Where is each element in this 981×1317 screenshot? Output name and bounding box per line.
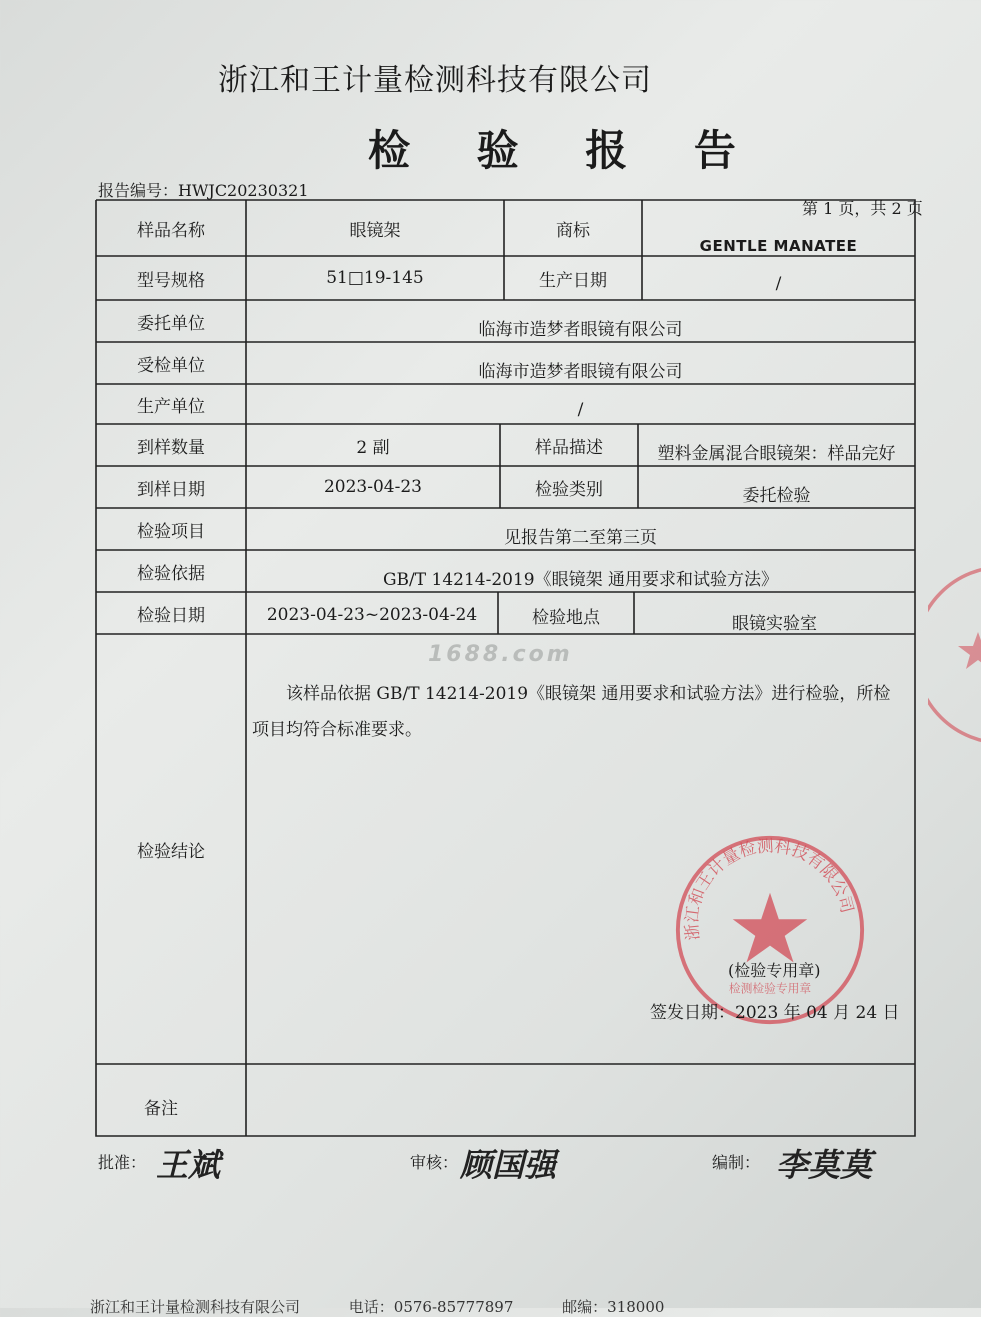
stamp-label: (检验专用章) xyxy=(728,961,821,980)
production-date-label: 生产日期 xyxy=(539,270,607,291)
inspection-date-label: 检验日期 xyxy=(137,605,205,626)
sample-name-label: 样品名称 xyxy=(137,220,205,241)
conclusion-label: 检验结论 xyxy=(137,841,205,862)
producer-label: 生产单位 xyxy=(137,396,205,417)
inspection-basis-value: GB/T 14214-2019《眼镜架 通用要求和试验方法》 xyxy=(382,569,779,590)
issue-date: 签发日期：2023 年 04 月 24 日 xyxy=(650,1003,900,1023)
quantity-value: 2 副 xyxy=(356,437,390,458)
inspected-unit-value: 临海市造梦者眼镜有限公司 xyxy=(478,361,683,382)
footer-company: 浙江和王计量检测科技有限公司 xyxy=(90,1298,301,1316)
company-title: 浙江和王计量检测科技有限公司 xyxy=(218,63,652,98)
inspection-location-label: 检验地点 xyxy=(532,607,600,628)
seal-inner-text: 检测检验专用章 xyxy=(728,981,812,996)
inspection-date-value: 2023-04-23~2023-04-24 xyxy=(266,605,478,625)
seal-ring-text: 浙江和王计量检测科技有限公司 xyxy=(682,836,857,942)
side-seal-stamp xyxy=(928,560,981,750)
model-value: 51□19-145 xyxy=(326,268,424,288)
client-label: 委托单位 xyxy=(137,313,205,334)
trademark-value: GENTLE MANATEE xyxy=(699,237,858,255)
approve-label: 批准： xyxy=(98,1153,147,1172)
compile-label: 编制： xyxy=(712,1153,761,1172)
watermark-1688: 1688.com xyxy=(428,642,573,667)
quantity-label: 到样数量 xyxy=(137,437,205,458)
inspection-items-label: 检验项目 xyxy=(137,521,205,542)
conclusion-text: 该样品依据 GB/T 14214-2019《眼镜架 通用要求和试验方法》进行检验，所检项目均符合标准要求。 xyxy=(252,684,891,740)
arrival-date-value: 2023-04-23 xyxy=(323,477,422,497)
report-title: 检 验 报 告 xyxy=(368,126,762,175)
inspection-type-label: 检验类别 xyxy=(535,479,603,500)
remarks-label: 备注 xyxy=(144,1098,178,1119)
footer-zip: 邮编：318000 xyxy=(562,1298,665,1316)
producer-value: / xyxy=(577,400,584,420)
report-number: 报告编号：HWJC20230321 xyxy=(98,181,309,200)
footer-phone: 电话：0576-85777897 xyxy=(348,1298,514,1316)
sample-description-label: 样品描述 xyxy=(535,437,603,458)
remarks-value xyxy=(246,1064,915,1136)
production-date-value: / xyxy=(775,274,782,294)
footer xyxy=(90,1296,708,1317)
review-signature: 顾国强 xyxy=(460,1146,557,1184)
inspection-location-value: 眼镜实验室 xyxy=(732,613,817,634)
inspection-type-value: 委托检验 xyxy=(742,485,811,506)
compile-signature: 李莫莫 xyxy=(776,1146,873,1184)
trademark-label: 商标 xyxy=(556,220,590,241)
inspection-basis-label: 检验依据 xyxy=(137,563,205,584)
model-label: 型号规格 xyxy=(137,270,205,291)
approve-signature: 王斌 xyxy=(156,1146,221,1184)
sample-name-value: 眼镜架 xyxy=(349,220,401,241)
arrival-date-label: 到样日期 xyxy=(137,479,205,500)
inspection-items-value: 见报告第二至第三页 xyxy=(504,527,657,548)
inspected-unit-label: 受检单位 xyxy=(137,355,205,376)
client-value: 临海市造梦者眼镜有限公司 xyxy=(478,319,683,340)
sample-description-value: 塑料金属混合眼镜架：样品完好 xyxy=(657,443,896,464)
page-number: 第 1 页，共 2 页 xyxy=(802,199,923,218)
review-label: 审核： xyxy=(410,1153,459,1172)
